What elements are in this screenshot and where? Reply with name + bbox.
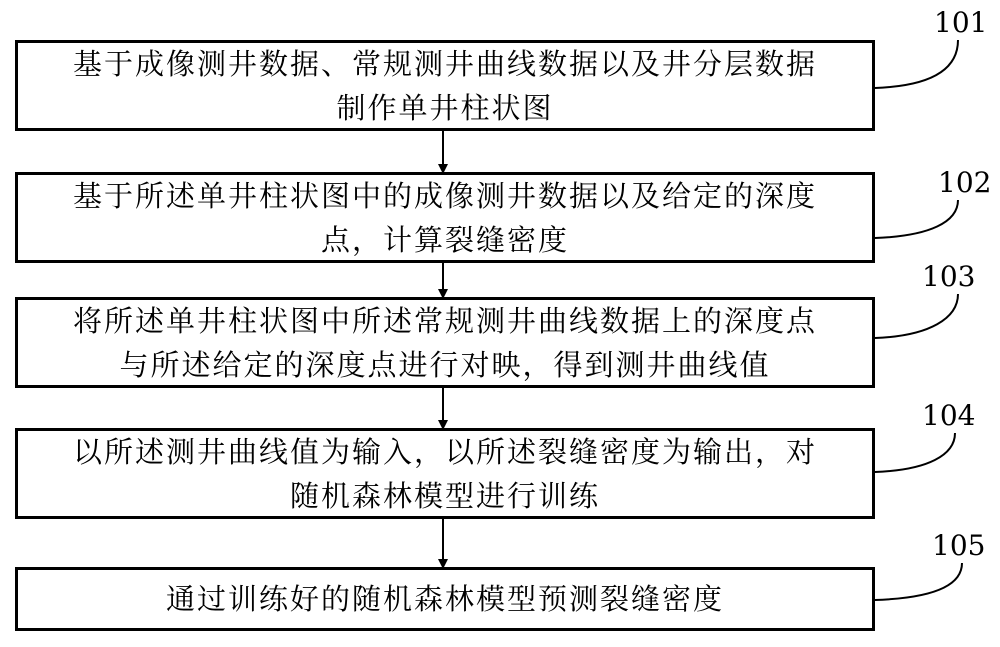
step-text-line: 基于所述单井柱状图中的成像测井数据以及给定的深度 bbox=[72, 178, 817, 213]
step-text-101 bbox=[73, 42, 817, 130]
step-text-102 bbox=[73, 174, 817, 262]
step-label-101: 101 bbox=[934, 6, 988, 39]
step-text-105 bbox=[166, 577, 724, 621]
step-text-line: 点，计算裂缝密度 bbox=[320, 222, 569, 257]
step-text-line: 以所述测井曲线值为输入，以所述裂缝密度为输出，对 bbox=[72, 434, 817, 469]
step-label-103: 103 bbox=[922, 260, 976, 293]
step-box-101 bbox=[15, 40, 875, 131]
step-box-104 bbox=[15, 428, 875, 519]
step-text-103 bbox=[73, 299, 817, 387]
step-text-line: 通过训练好的随机森林模型预测裂缝密度 bbox=[165, 582, 724, 616]
leader-line-105 bbox=[875, 563, 962, 600]
step-box-102 bbox=[15, 172, 875, 263]
step-text-line: 将所述单井柱状图中所述常规测井曲线数据上的深度点 bbox=[72, 303, 817, 338]
step-label-104: 104 bbox=[922, 399, 976, 432]
step-label-105: 105 bbox=[932, 529, 986, 562]
step-text-line: 基于成像测井数据、常规测井曲线数据以及井分层数据 bbox=[72, 46, 817, 81]
leader-line-104 bbox=[875, 433, 955, 472]
step-box-105 bbox=[15, 567, 875, 631]
step-text-line: 制作单井柱状图 bbox=[336, 90, 554, 125]
leader-line-101 bbox=[875, 40, 958, 88]
step-text-line: 与所述给定的深度点进行对映，得到测井曲线值 bbox=[119, 347, 771, 382]
step-text-line: 随机森林模型进行训练 bbox=[289, 478, 600, 513]
leader-line-102 bbox=[875, 200, 958, 238]
step-box-103 bbox=[15, 297, 875, 388]
step-text-104 bbox=[73, 430, 817, 518]
step-label-102: 102 bbox=[938, 166, 992, 199]
leader-line-103 bbox=[875, 294, 958, 338]
